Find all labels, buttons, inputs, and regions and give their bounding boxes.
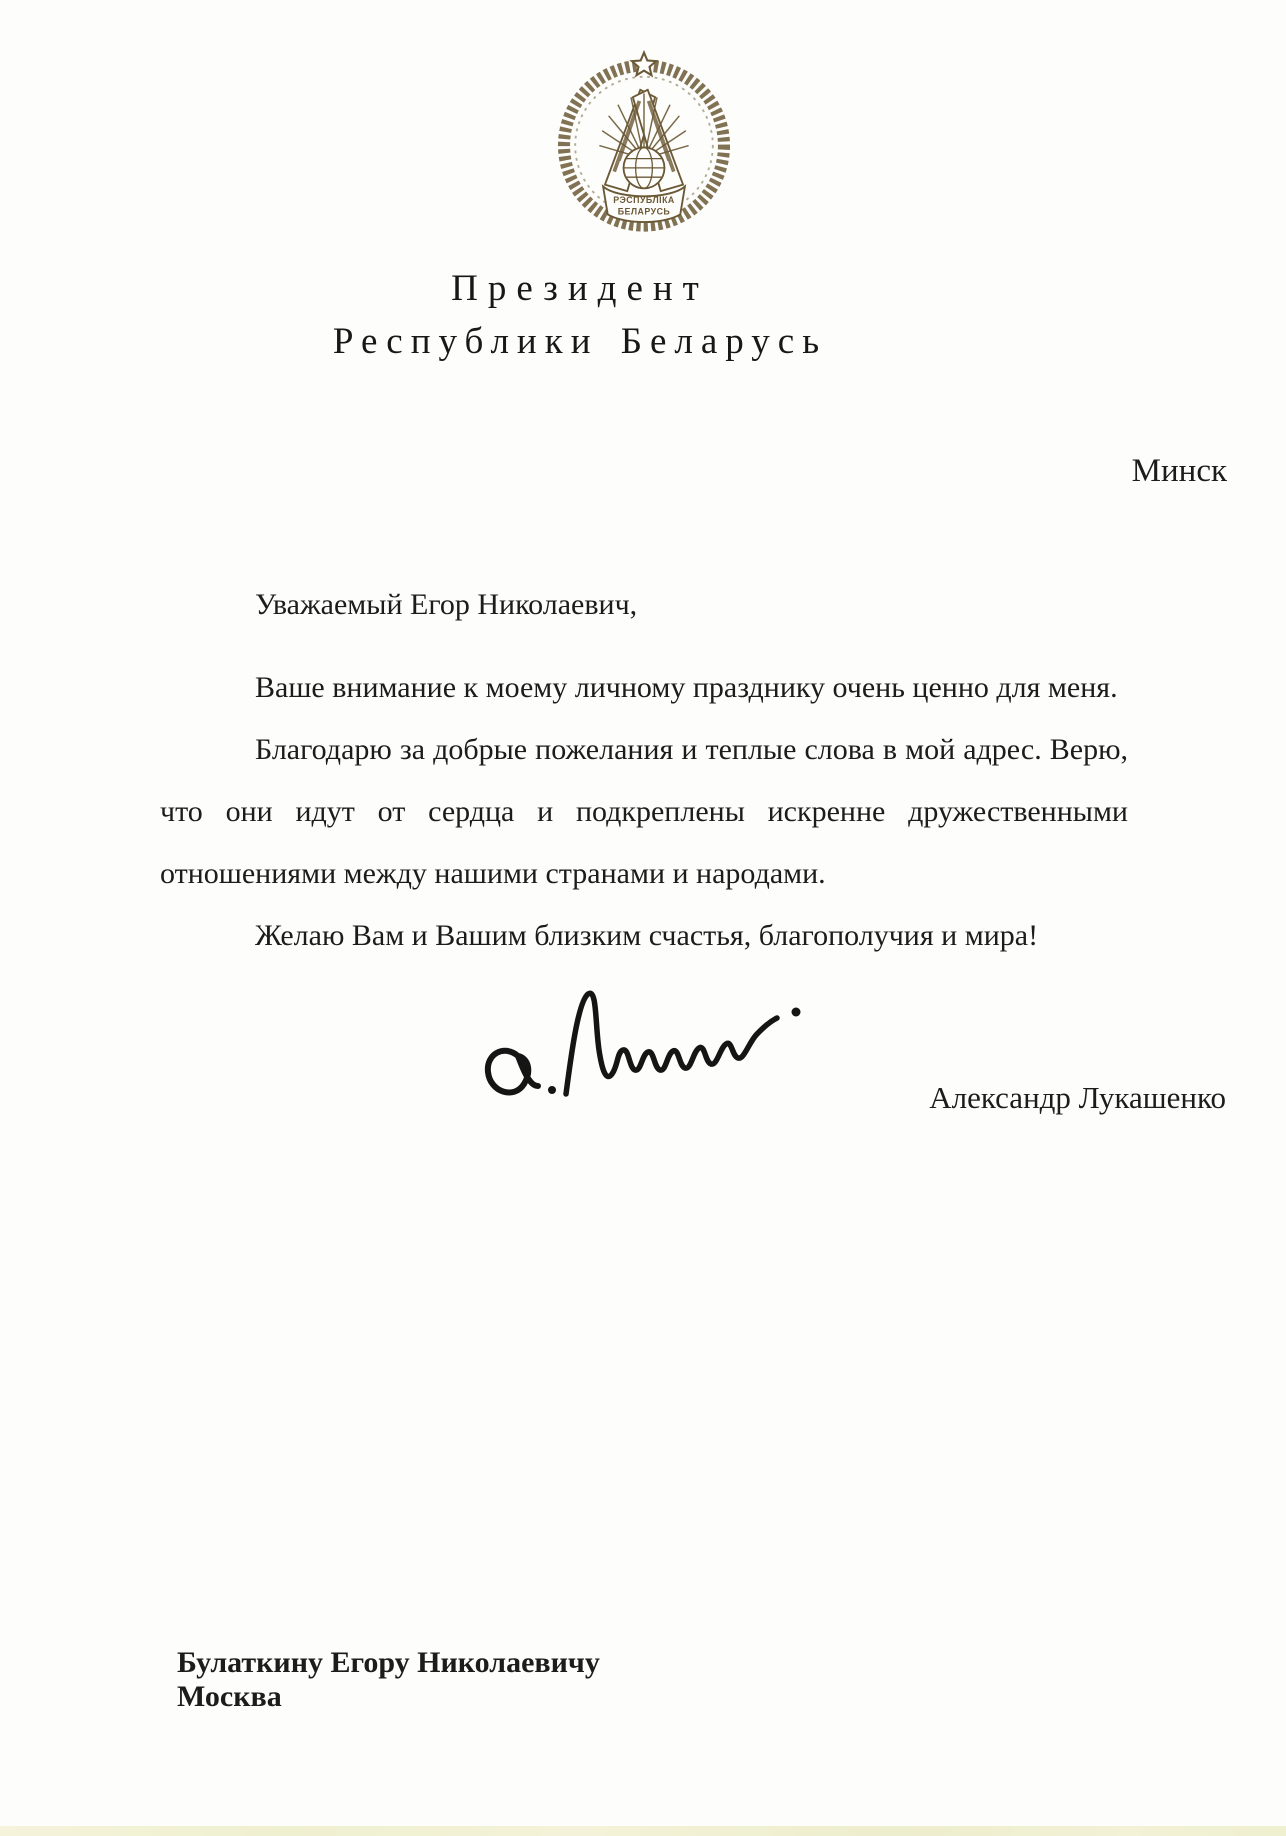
signature-autograph-icon	[478, 980, 818, 1110]
signer-name: Александр Лукашенко	[929, 1080, 1226, 1115]
emblem-ribbon-text-line2: БЕЛАРУСЬ	[617, 206, 671, 217]
recipient-name: Булаткину Егору Николаевичу	[177, 1646, 600, 1679]
letter-paragraph: Благодарю за добрые пожелания и теплые слова в мой адрес. Верю, что они идут от сердца и подкреплены искренне дружественными отношениями между нашими странами и народами.	[160, 733, 1128, 890]
recipient-city: Москва	[177, 1680, 282, 1713]
letter-city: Минск	[1131, 453, 1227, 489]
letter-paragraph: Ваше внимание к моему личному празднику очень ценно для меня.	[255, 671, 1118, 704]
letterhead-title	[180, 262, 980, 368]
belarus-coat-of-arms-icon	[551, 48, 737, 232]
letterhead-title-line1: Президент	[451, 268, 709, 309]
letter-salutation: Уважаемый Егор Николаевич,	[255, 588, 638, 621]
letter-paragraph: Желаю Вам и Вашим близким счастья, благополучия и мира!	[255, 919, 1039, 952]
recipient-block	[177, 1646, 600, 1714]
scan-edge-artifact	[0, 1826, 1286, 1836]
letter-body	[160, 585, 1128, 967]
emblem-ribbon-text-line1: РЭСПУБЛІКА	[613, 195, 675, 206]
letterhead-title-line2: Республики Беларусь	[332, 321, 828, 362]
